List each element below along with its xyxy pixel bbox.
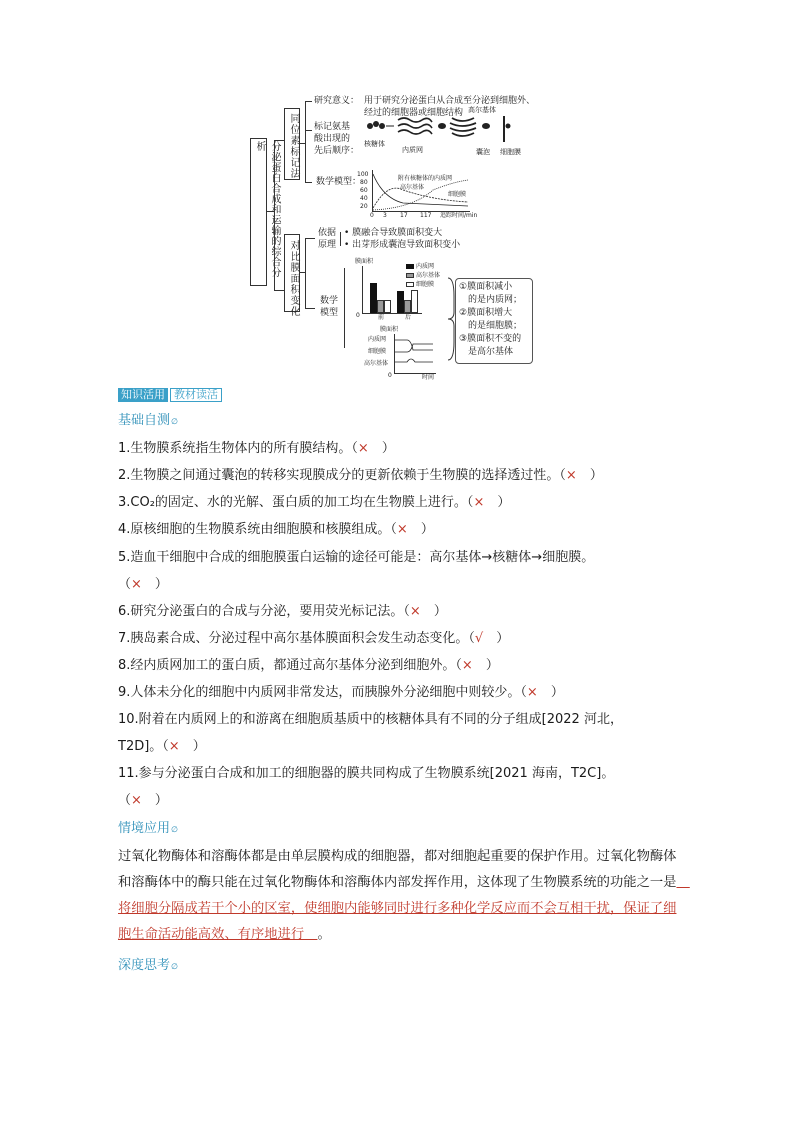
quiz-item: T2D]。（× ） — [118, 739, 206, 754]
quiz-item: 9.人体未分化的细胞中内质网非常发达，而胰腺外分泌细胞中则较少。（× ） — [118, 685, 564, 700]
connector — [305, 130, 312, 131]
ribosome-shape — [367, 121, 385, 129]
tag-group — [118, 388, 222, 402]
flow-label-vesicle: 囊泡 — [476, 148, 490, 156]
quiz-item: 2.生物膜之间通过囊泡的转移实现膜成分的更新依赖于生物膜的选择透过性。（× ） — [118, 468, 603, 483]
golgi-shape — [450, 118, 476, 136]
bar-golgi-before — [377, 300, 384, 313]
flow-label-ribosome: 核糖体 — [364, 140, 385, 148]
conclusion-line: 的是内质网； — [468, 295, 523, 305]
quiz-item: 10.附着在内质网上的和游离在细胞质基质中的核糖体具有不同的分子组成[2022 河北， — [118, 712, 623, 727]
graph-y-tick: 40 — [360, 195, 368, 202]
graph-y-tick: 80 — [360, 179, 368, 186]
quiz-item: 7.胰岛素合成、分泌过程中高尔基体膜面积会发生动态变化。（√ ） — [118, 631, 510, 646]
branch2-label: 对比膜面积变化 — [288, 240, 299, 317]
line-chart-origin: 0 — [388, 372, 392, 379]
pencil-icon: ∅ — [171, 825, 178, 834]
conclusion-line: ②膜面积增大 — [459, 308, 513, 318]
basis-item: • 出芽形成囊泡导致面积变小 — [344, 240, 461, 250]
order-label-2: 酸出现的 — [314, 134, 351, 144]
flow-label-membrane: 细胞膜 — [500, 148, 521, 156]
conclusion-box — [455, 278, 533, 364]
research-text-2: 经过的细胞器或细胞结构 — [364, 108, 464, 118]
legend-swatch-golgi — [406, 273, 414, 278]
section-title-deep — [118, 958, 178, 975]
line-series-label: 细胞膜 — [368, 348, 387, 355]
quiz-item: 3.CO₂的固定、水的光解、蛋白质的加工均在生物膜上进行。（× ） — [118, 495, 511, 510]
bar-chart-category: 后 — [405, 314, 412, 321]
graph-x-label: 追踪时间/min — [440, 212, 478, 219]
quiz-item: 11.参与分泌蛋白合成和加工的细胞器的膜共同构成了生物膜系统[2021 海南，T2C]。 — [118, 766, 615, 781]
conclusion-line: 的是细胞膜； — [468, 321, 523, 331]
bar-chart-category: 前 — [378, 314, 385, 321]
bar-chart-y-axis — [362, 266, 363, 314]
graph-y-tick: 100 — [357, 171, 369, 178]
bar-membrane-before — [384, 300, 391, 313]
graph-x-tick: 3 — [383, 212, 387, 219]
pencil-icon: ∅ — [171, 962, 178, 971]
er-line — [395, 340, 433, 350]
context-answer: 将细胞分隔成若干个小的区室，使细胞内能够同时进行多种化学反应而不会互相干扰，保证了细胞生命活动能高效、有序地进行 — [118, 875, 690, 942]
section-title-context — [118, 821, 178, 838]
graph-y-tick: 60 — [360, 187, 368, 194]
tag-textbook: 教材读活 — [170, 388, 222, 402]
quiz-item: 4.原核细胞的生物膜系统由细胞膜和核膜组成。（× ） — [118, 522, 434, 537]
research-text-1: 用于研究分泌蛋白从合成至分泌到细胞外、 — [364, 96, 536, 106]
connector — [274, 290, 284, 291]
vesicle-shape — [482, 123, 490, 129]
bar-er-after — [397, 291, 404, 313]
context-text: 过氧化物酶体和溶酶体都是由单层膜构成的细胞器，都对细胞起重要的保护作用。过氧化物酶体和溶酶体中的酶只能在过氧化物酶体和溶酶体内部发挥作用，这体现了生物膜系统的功能之一是 — [118, 849, 677, 890]
secretion-flow-illustration — [362, 114, 522, 148]
quiz-item: 6.研究分泌蛋白的合成与分泌，要用荧光标记法。（× ） — [118, 604, 447, 619]
model-label-1: 数学 — [320, 296, 339, 306]
line-series-label: 高尔基体 — [364, 360, 389, 367]
bar-golgi-after — [404, 300, 411, 313]
connector — [266, 211, 274, 212]
vesicle-shape — [506, 124, 511, 129]
model-label-2: 模型 — [320, 308, 339, 318]
graph-series-label: 高尔基体 — [400, 184, 425, 191]
quiz-item: （× ） — [118, 577, 168, 592]
connector — [305, 238, 315, 239]
conclusion-line: 是高尔基体 — [468, 347, 514, 357]
connector — [305, 182, 312, 183]
section-title-basic — [118, 413, 178, 430]
order-label-3: 先后顺序： — [314, 146, 360, 156]
connector — [274, 140, 284, 141]
membrane-line — [395, 344, 433, 352]
connector — [274, 140, 275, 290]
basis-item: • 膜融合导致膜面积变大 — [344, 228, 443, 238]
quiz-item: 8.经内质网加工的蛋白质，都通过高尔基体分泌到细胞外。（× ） — [118, 658, 499, 673]
section-title-text: 基础自测 — [118, 413, 171, 428]
bar-er-before — [370, 283, 377, 313]
connector — [305, 238, 306, 308]
connector — [305, 308, 315, 309]
vesicle-shape — [438, 123, 446, 129]
connector — [344, 268, 345, 348]
quiz-item: （× ） — [118, 793, 168, 808]
branch1-label: 同位素标记法 — [288, 113, 299, 179]
connector — [305, 101, 312, 102]
legend-label: 细胞膜 — [416, 281, 435, 288]
bar-chart-y-label: 膜面积 — [355, 258, 374, 265]
context-paragraph — [118, 844, 690, 948]
conclusion-line: ③膜面积不变的 — [459, 334, 522, 344]
golgi-line — [395, 359, 433, 362]
graph-x-tick: 17 — [400, 212, 408, 219]
line-series-label: 内质网 — [368, 336, 387, 343]
legend-swatch-er — [406, 264, 414, 269]
legend-label: 内质网 — [416, 263, 435, 270]
legend-label: 高尔基体 — [416, 272, 441, 279]
context-end: 。 — [317, 927, 331, 942]
pencil-icon: ∅ — [171, 417, 178, 426]
root-label: 析 — [254, 141, 265, 152]
model-label: 数学模型： — [316, 177, 362, 187]
graph-series-label: 附有核糖体的内质网 — [398, 175, 453, 182]
research-label: 研究意义： — [314, 96, 360, 106]
section-title-text: 情境应用 — [118, 821, 171, 836]
connector — [340, 232, 341, 246]
er-shape — [398, 118, 432, 134]
line-chart-curves — [395, 334, 435, 373]
graph-y-tick: 20 — [360, 203, 368, 210]
graph-x-tick: 117 — [420, 212, 432, 219]
basis-label-2: 原理 — [318, 240, 337, 250]
section-title-text: 深度思考 — [118, 958, 171, 973]
connector — [305, 101, 306, 182]
graph-x-tick: 0 — [370, 212, 374, 219]
line-chart-x-label: 时间 — [422, 374, 435, 381]
graph-series-label: 细胞膜 — [448, 191, 467, 198]
bar-chart-x-axis — [362, 313, 422, 314]
bar-membrane-after — [411, 290, 418, 313]
flow-label-golgi: 高尔基体 — [468, 106, 496, 114]
legend-swatch-membrane — [406, 282, 414, 287]
basis-label-1: 依据 — [318, 228, 337, 238]
flow-label-er: 内质网 — [402, 146, 423, 154]
order-label-1: 标记氨基 — [314, 122, 351, 132]
quiz-item: 5.造血干细胞中合成的细胞膜蛋白运输的途径可能是：高尔基体→核糖体→细胞膜。 — [118, 550, 595, 565]
tag-knowledge: 知识活用 — [118, 388, 168, 402]
quiz-item: 1.生物膜系统指生物体内的所有膜结构。（× ） — [118, 441, 395, 456]
conclusion-line: ①膜面积减小 — [459, 282, 513, 292]
bar-chart-origin: 0 — [356, 312, 360, 319]
line-chart-y-label: 膜面积 — [380, 326, 399, 333]
